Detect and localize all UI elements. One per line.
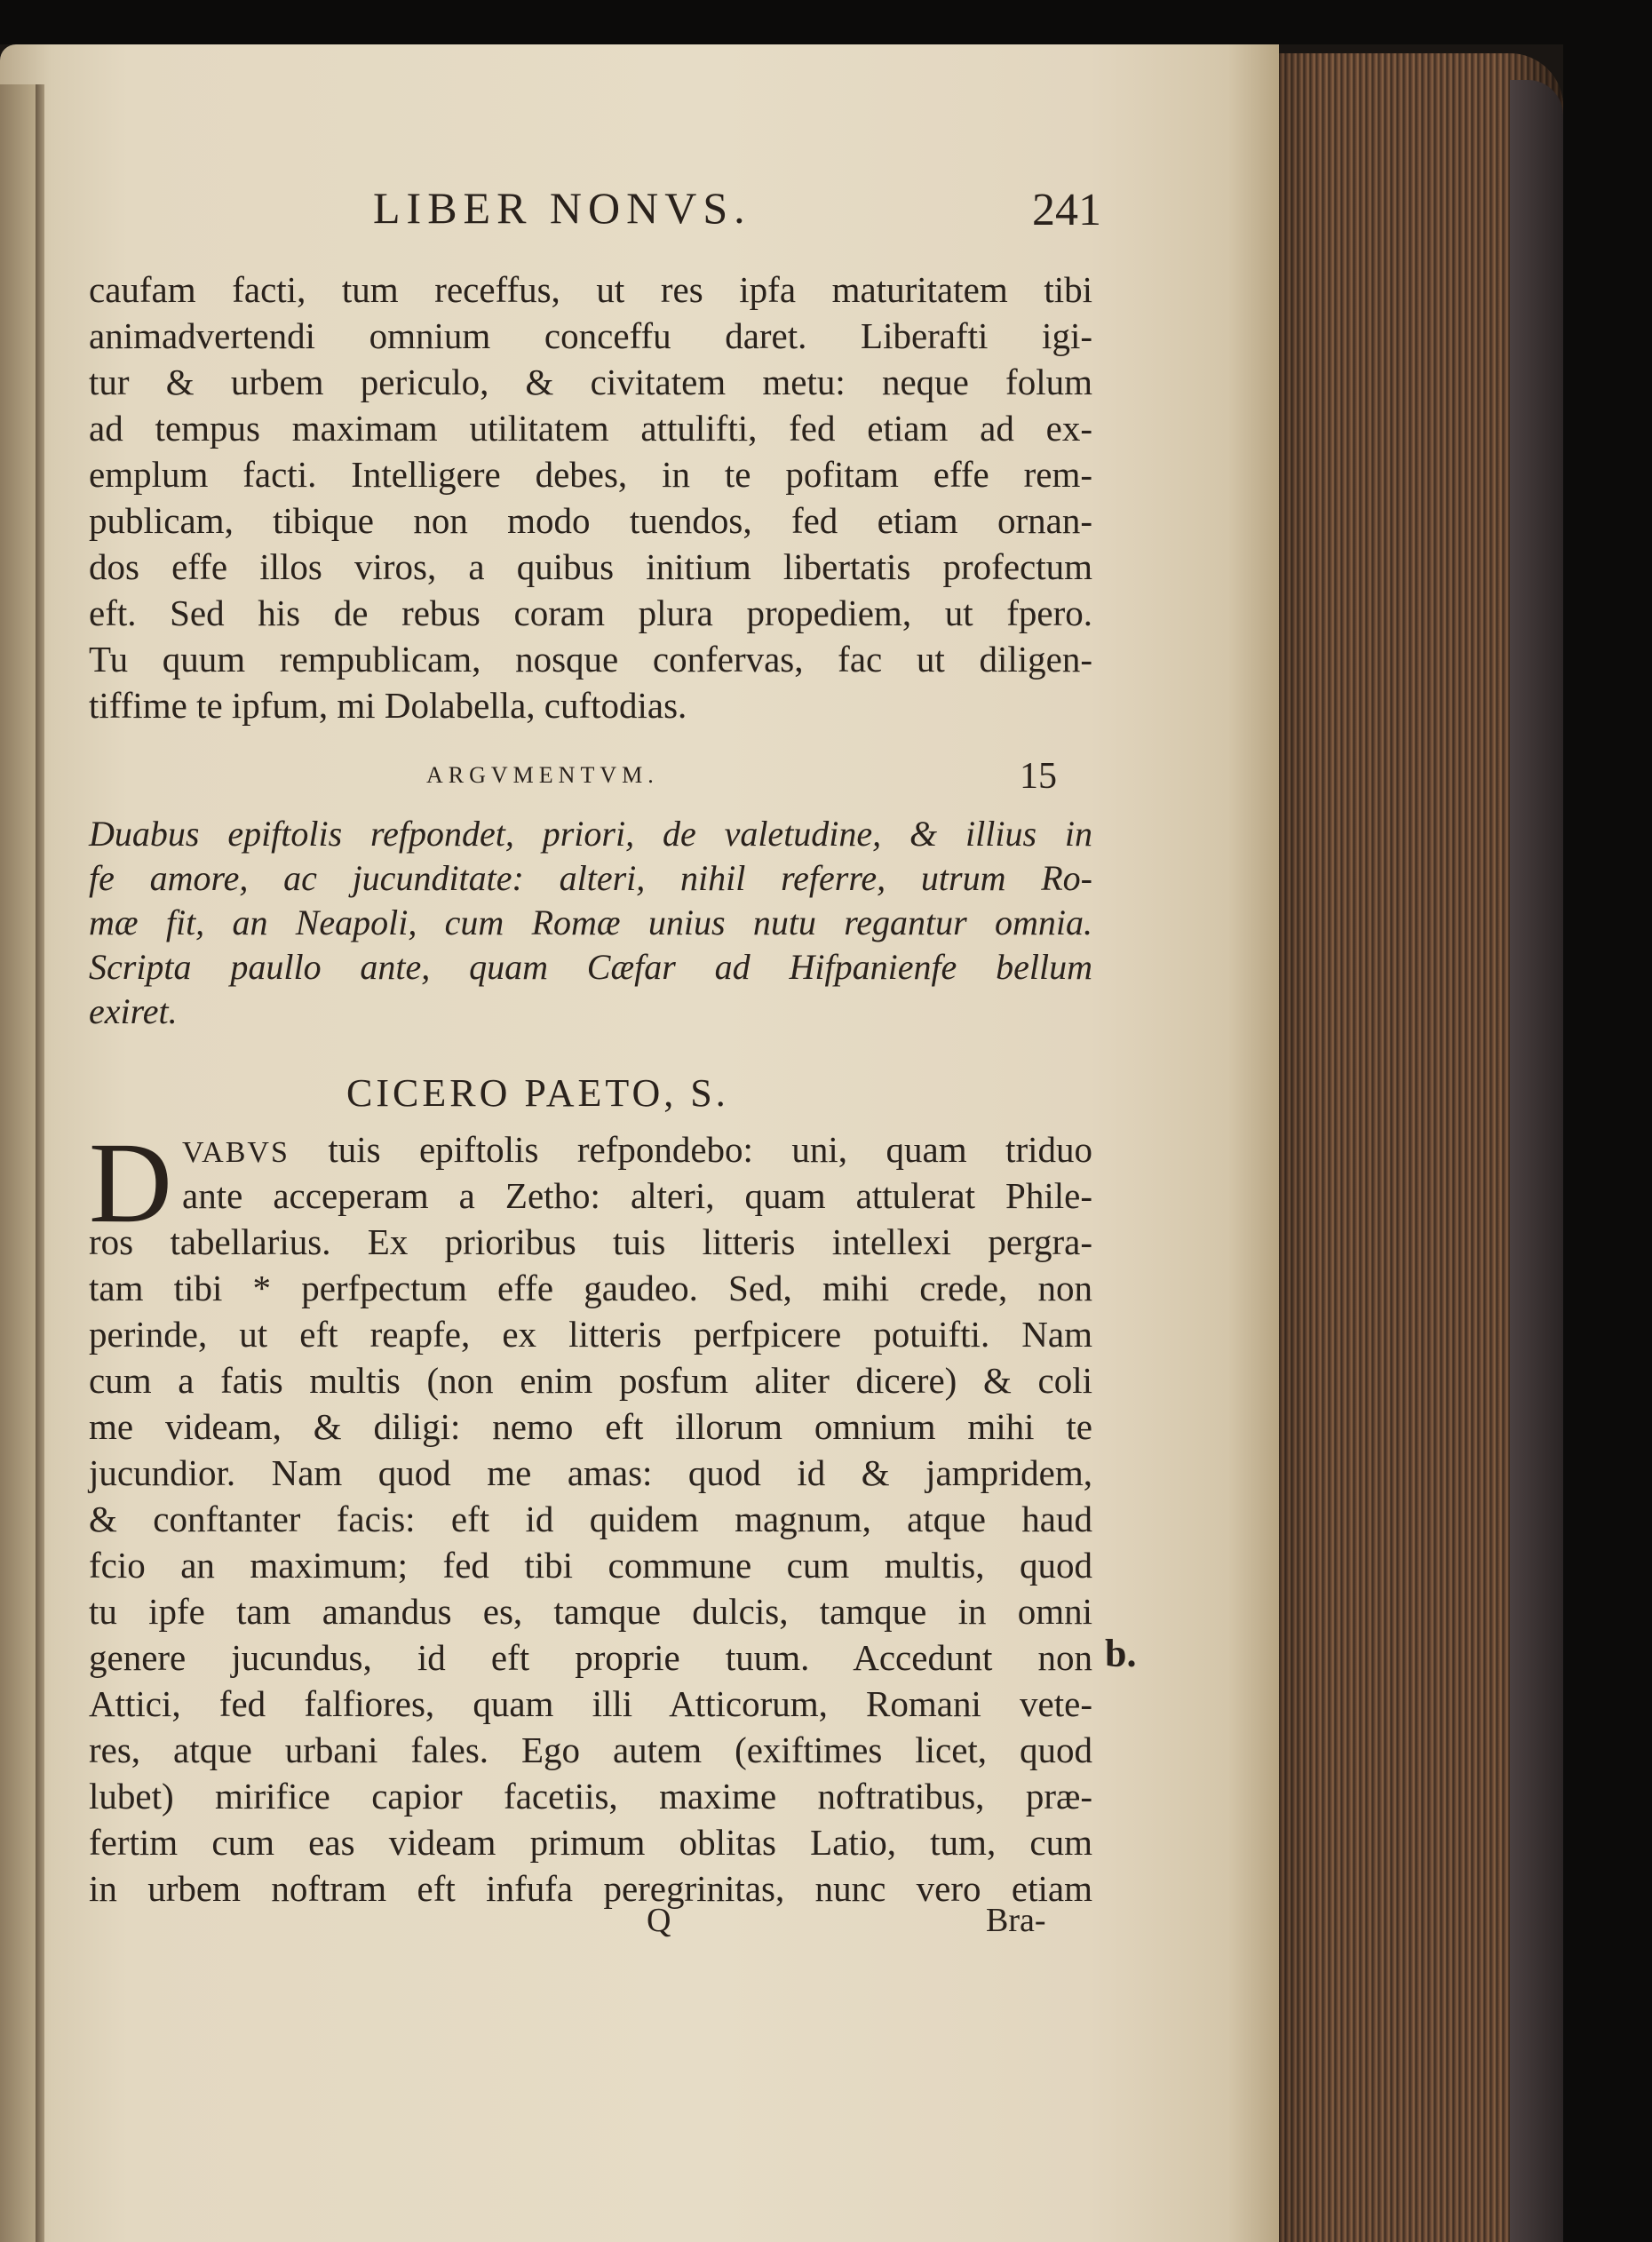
page-number: 241: [1032, 185, 1101, 235]
drop-cap: D: [89, 1119, 172, 1247]
text-line: dos effe illos viros, a quibus initium libertatis profectum: [89, 546, 1092, 587]
argument-summary: [89, 812, 1092, 1034]
text-line: res, atque urbani fales. Ego autem (exiftimes licet, quod: [89, 1729, 1092, 1770]
text-line: animadvertendi omnium conceffu daret. Liberafti igi-: [89, 315, 1092, 356]
argument-line: Scripta paullo ante, quam Cæfar ad Hifpanienfe bellum: [89, 947, 1092, 987]
text-line: fcio an maximum; fed tibi commune cum multis, quod: [89, 1545, 1092, 1586]
text-line: Attici, fed falfiores, quam illi Atticorum, Romani vete-: [89, 1683, 1092, 1724]
text-line: cum a fatis multis (non enim posfum aliter dicere) & coli: [89, 1360, 1092, 1401]
text-line: publicam, tibique non modo tuendos, fed etiam ornan-: [89, 500, 1092, 541]
text-line: ad tempus maximam utilitatem attulifti, fed etiam ad ex-: [89, 408, 1092, 449]
first-word: VABVS: [182, 1136, 290, 1169]
text-line: caufam facti, tum receffus, ut res ipfa maturitatem tibi: [89, 269, 1092, 310]
text-line: in urbem noftram eft infufa peregrinitas, nunc vero etiam: [89, 1868, 1092, 1909]
signature-mark: Q: [647, 1902, 671, 1939]
text-line: perinde, ut eft reapfe, ex litteris perfpicere potuifti. Nam: [89, 1314, 1092, 1355]
argument-line: fe amore, ac jucunditate: alteri, nihil referre, utrum Ro-: [89, 858, 1092, 898]
previous-page-edge: [0, 84, 36, 2242]
text-line: lubet) mirifice capior facetiis, maxime noftratibus, præ-: [89, 1776, 1092, 1817]
text-line: fertim cum eas videam primum oblitas Latio, tum, cum: [89, 1822, 1092, 1863]
letter-title: CICERO PAETO, S.: [346, 1071, 729, 1115]
text-line: ros tabellarius. Ex prioribus tuis litteris intellexi pergra-: [89, 1221, 1092, 1262]
text-line: me videam, & diligi: nemo eft illorum omnium mihi te: [89, 1406, 1092, 1447]
previous-letter-ending: [89, 266, 1092, 728]
text-line: jucundior. Nam quod me amas: quod id & jampridem,: [89, 1452, 1092, 1493]
running-title: LIBER NONVS.: [373, 183, 751, 233]
book-cover: [1510, 80, 1563, 2242]
text-line: tiffime te ipfum, mi Dolabella, cuftodias.: [89, 685, 687, 726]
page-header: [355, 182, 1101, 244]
argument-line: exiret.: [89, 991, 178, 1031]
gutter: [36, 84, 44, 2242]
text-line: tam tibi * perfpectum effe gaudeo. Sed, mihi crede, non: [89, 1268, 1092, 1308]
text-line: ante acceperam a Zetho: alteri, quam attulerat Phile-: [182, 1175, 1092, 1216]
text-line: Tu quum rempublicam, nosque confervas, fac ut diligen-: [89, 639, 1092, 680]
text-line: VABVS tuis epiftolis refpondebo: uni, quam triduo: [182, 1129, 1092, 1170]
argument-line: mæ fit, an Neapoli, cum Romæ unius nutu regantur omnia.: [89, 902, 1092, 942]
text-line: genere jucundus, id eft proprie tuum. Accedunt non: [89, 1637, 1092, 1678]
letter-body: [89, 1119, 1092, 1912]
argument-heading: ARGVMENTVM.: [426, 762, 659, 788]
catchword: Bra-: [986, 1902, 1046, 1939]
text-line: tur & urbem periculo, & civitatem metu: neque folum: [89, 362, 1092, 402]
text-line: tu ipfe tam amandus es, tamque dulcis, tamque in omni: [89, 1591, 1092, 1632]
text-line: & conftanter facis: eft id quidem magnum, atque haud: [89, 1499, 1092, 1539]
marginal-note: b.: [1105, 1632, 1137, 1675]
text-line: eft. Sed his de rebus coram plura propediem, ut fpero.: [89, 592, 1092, 633]
argument-line: Duabus epiftolis refpondet, priori, de valetudine, & illius in: [89, 814, 1092, 854]
text-line: emplum facti. Intelligere debes, in te pofitam effe rem-: [89, 454, 1092, 495]
letter-number: 15: [1020, 756, 1057, 797]
